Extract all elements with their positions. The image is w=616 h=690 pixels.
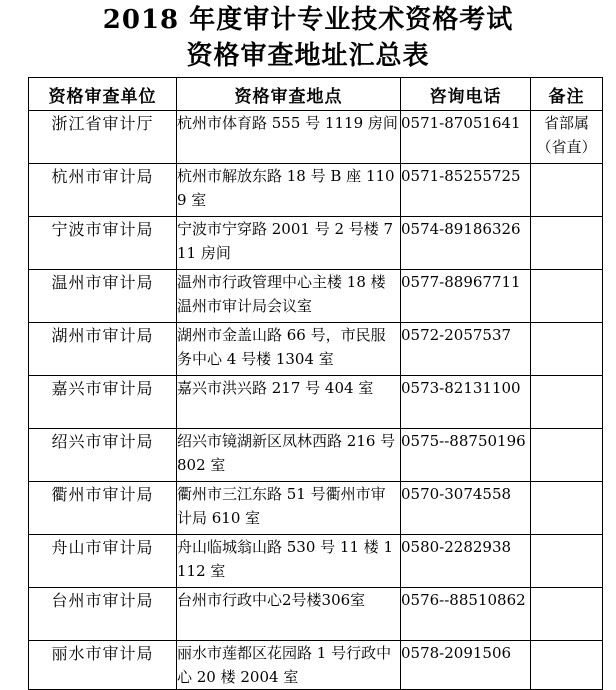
phone-cell: 0570-3074558: [401, 482, 531, 535]
unit-cell: 温州市审计局: [29, 270, 177, 323]
address-cell: 绍兴市镜湖新区凤林西路 216 号 802 室: [177, 429, 401, 482]
table-row: [29, 323, 603, 376]
note-cell: [531, 641, 603, 690]
note-cell: 省部属（省直）: [531, 111, 603, 164]
table-row: [29, 535, 603, 588]
unit-cell: 湖州市审计局: [29, 323, 177, 376]
phone-cell: 0580-2282938: [401, 535, 531, 588]
unit-cell: 舟山市审计局: [29, 535, 177, 588]
unit-cell: 宁波市审计局: [29, 217, 177, 270]
address-table: [28, 77, 603, 690]
note-cell: [531, 588, 603, 641]
unit-cell: 浙江省审计厅: [29, 111, 177, 164]
unit-cell: 衢州市审计局: [29, 482, 177, 535]
note-cell: [531, 376, 603, 429]
table-row: [29, 217, 603, 270]
address-cell: 温州市行政管理中心主楼 18 楼温州市审计局会议室: [177, 270, 401, 323]
table-row: [29, 482, 603, 535]
note-cell: [531, 270, 603, 323]
unit-cell: 绍兴市审计局: [29, 429, 177, 482]
phone-cell: 0571-87051641: [401, 111, 531, 164]
address-cell: 湖州市金盖山路 66 号，市民服务中心 4 号楼 1304 室: [177, 323, 401, 376]
header-unit: 资格审查单位: [29, 78, 177, 111]
table-header-row: [29, 78, 603, 111]
phone-cell: 0571-85255725: [401, 164, 531, 217]
phone-cell: 0573-82131100: [401, 376, 531, 429]
document-title: 2018 年度审计专业技术资格考试: [102, 5, 514, 35]
note-cell: [531, 217, 603, 270]
document-subtitle: 资格审查地址汇总表: [186, 41, 430, 71]
phone-cell: 0575--88750196: [401, 429, 531, 482]
address-cell: 杭州市体育路 555 号 1119 房间: [177, 111, 401, 164]
address-cell: 台州市行政中心2号楼306室: [177, 588, 401, 641]
table-row: [29, 376, 603, 429]
header-phone: 咨询电话: [401, 78, 531, 111]
note-cell: [531, 429, 603, 482]
unit-cell: 嘉兴市审计局: [29, 376, 177, 429]
table-row: [29, 111, 603, 164]
table-row: [29, 588, 603, 641]
phone-cell: 0576--88510862: [401, 588, 531, 641]
unit-cell: 台州市审计局: [29, 588, 177, 641]
table-row: [29, 429, 603, 482]
address-cell: 嘉兴市洪兴路 217 号 404 室: [177, 376, 401, 429]
note-cell: [531, 482, 603, 535]
address-cell: 舟山临城翁山路 530 号 11 楼 1112 室: [177, 535, 401, 588]
address-cell: 宁波市宁穿路 2001 号 2 号楼 711 房间: [177, 217, 401, 270]
table-row: [29, 270, 603, 323]
address-cell: 杭州市解放东路 18 号 B 座 1109 室: [177, 164, 401, 217]
header-note: 备注: [531, 78, 603, 111]
address-cell: 丽水市莲都区花园路 1 号行政中心 20 楼 2004 室: [177, 641, 401, 690]
note-cell: [531, 164, 603, 217]
phone-cell: 0574-89186326: [401, 217, 531, 270]
note-cell: [531, 323, 603, 376]
header-address: 资格审查地点: [177, 78, 401, 111]
phone-cell: 0578-2091506: [401, 641, 531, 690]
phone-cell: 0577-88967711: [401, 270, 531, 323]
unit-cell: 杭州市审计局: [29, 164, 177, 217]
table-row: [29, 164, 603, 217]
address-cell: 衢州市三江东路 51 号衢州市审计局 610 室: [177, 482, 401, 535]
note-cell: [531, 535, 603, 588]
table-row: [29, 641, 603, 690]
unit-cell: 丽水市审计局: [29, 641, 177, 690]
phone-cell: 0572-2057537: [401, 323, 531, 376]
